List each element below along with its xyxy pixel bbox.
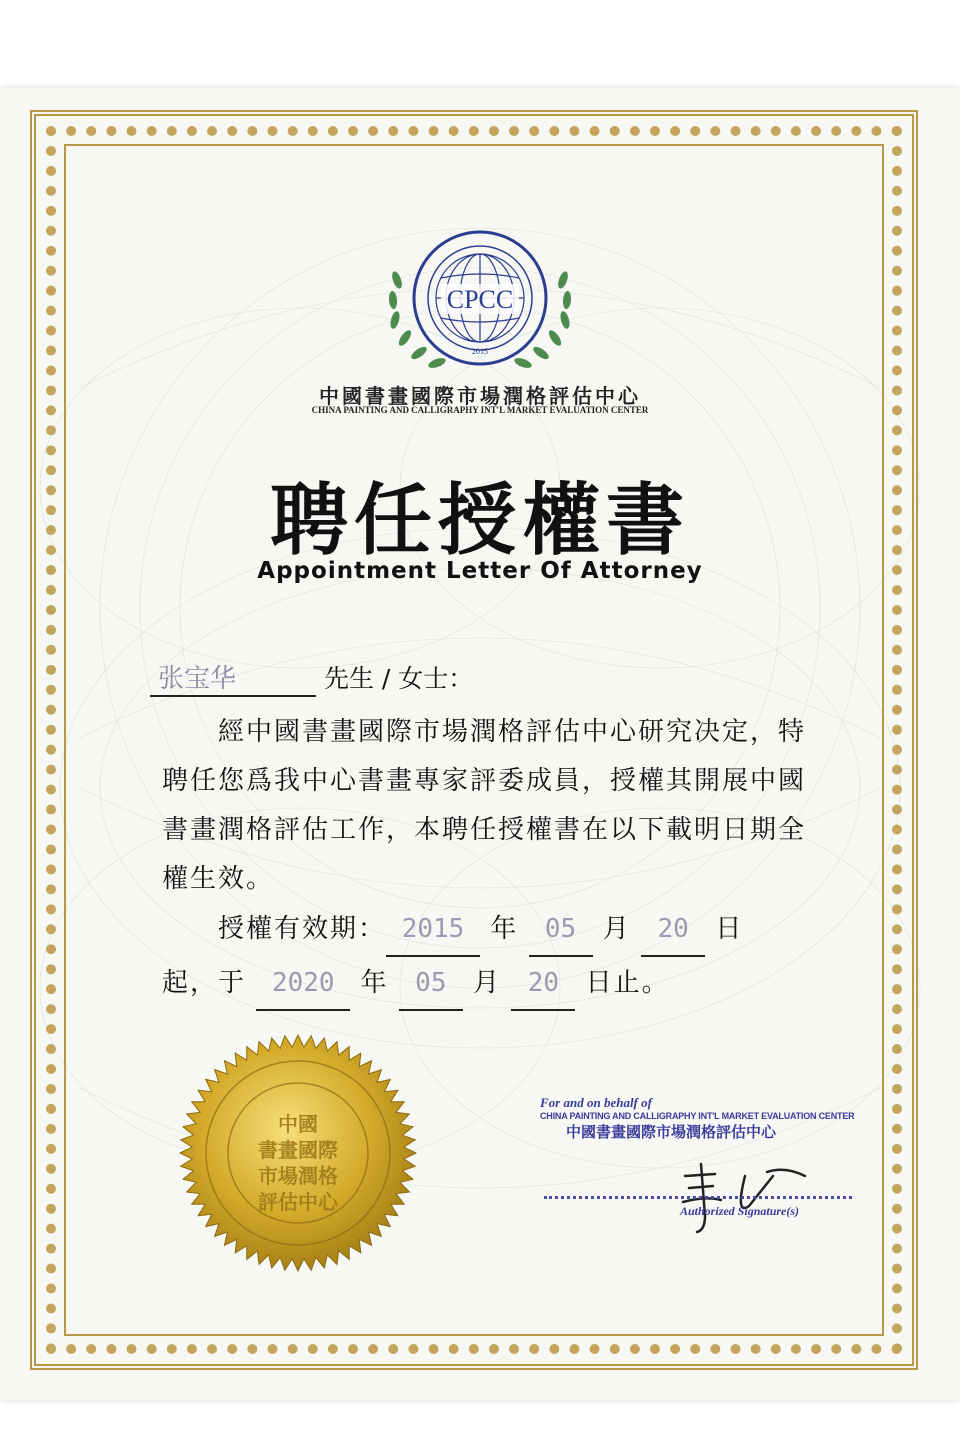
seal-text-line-3: 市場潤格 bbox=[258, 1164, 338, 1188]
end-year: 2020 bbox=[256, 957, 350, 1011]
end-suffix: 日止。 bbox=[585, 968, 670, 998]
gold-seal-icon bbox=[178, 1033, 418, 1273]
recipient-name: 张宝华 bbox=[150, 658, 316, 697]
signature-for-line: For and on behalf of bbox=[540, 1095, 652, 1110]
handwritten-signature-icon bbox=[675, 1146, 825, 1236]
start-year: 2015 bbox=[386, 903, 480, 957]
seal-text-line-1: 中國 bbox=[278, 1112, 318, 1136]
seal-text-line-4: 評估中心 bbox=[258, 1190, 338, 1214]
recipient-salutation: 先生 / 女士： bbox=[323, 664, 474, 693]
start-month: 05 bbox=[529, 903, 593, 957]
validity-label: 授權有效期： bbox=[218, 914, 387, 944]
signature-line bbox=[544, 1196, 852, 1199]
body-paragraph bbox=[162, 708, 822, 904]
seal-text-line-2: 書畫國際 bbox=[258, 1138, 338, 1162]
organization-name-en: CHINA PAINTING AND CALLIGRAPHY INT'L MARKET EVALUATION CENTER bbox=[311, 405, 649, 415]
start-day: 20 bbox=[641, 903, 705, 957]
end-day: 20 bbox=[511, 957, 575, 1011]
cpcc-logo bbox=[383, 228, 577, 378]
year-char: 年 bbox=[490, 914, 519, 944]
logo-year: 2015 bbox=[472, 347, 488, 356]
logo-initials: CPCC bbox=[446, 285, 514, 314]
organization-name-cn: 中國書畫國際市場潤格評估中心 bbox=[319, 384, 641, 408]
signature-caption: Authorized Signature(s) bbox=[680, 1204, 800, 1218]
day-char: 日 bbox=[715, 914, 744, 944]
certificate-title-en: Appointment Letter Of Attorney bbox=[257, 558, 703, 584]
end-month: 05 bbox=[399, 957, 463, 1011]
year-char-2: 年 bbox=[360, 968, 389, 998]
start-suffix: 起，于 bbox=[162, 968, 247, 998]
month-char-2: 月 bbox=[473, 968, 502, 998]
body-text: 經中國書畫國際市場潤格評估中心研究决定，特聘任您爲我中心書畫專家評委成員，授權其開展中國書畫潤格評估工作，本聘任授權書在以下載明日期全權生效。 bbox=[162, 717, 807, 894]
validity-period bbox=[162, 903, 832, 1011]
month-char: 月 bbox=[602, 914, 631, 944]
certificate-title-cn: 聘任授權書 bbox=[269, 476, 690, 566]
signature-block bbox=[540, 1095, 860, 1218]
recipient-row bbox=[150, 658, 473, 697]
signature-org-cn: 中國書畫國際市場潤格評估中心 bbox=[566, 1123, 777, 1141]
certificate-paper bbox=[0, 88, 960, 1400]
signature-org-en: CHINA PAINTING AND CALLIGRAPHY INT'L MARKET EVALUATION CENTER bbox=[540, 1111, 855, 1121]
